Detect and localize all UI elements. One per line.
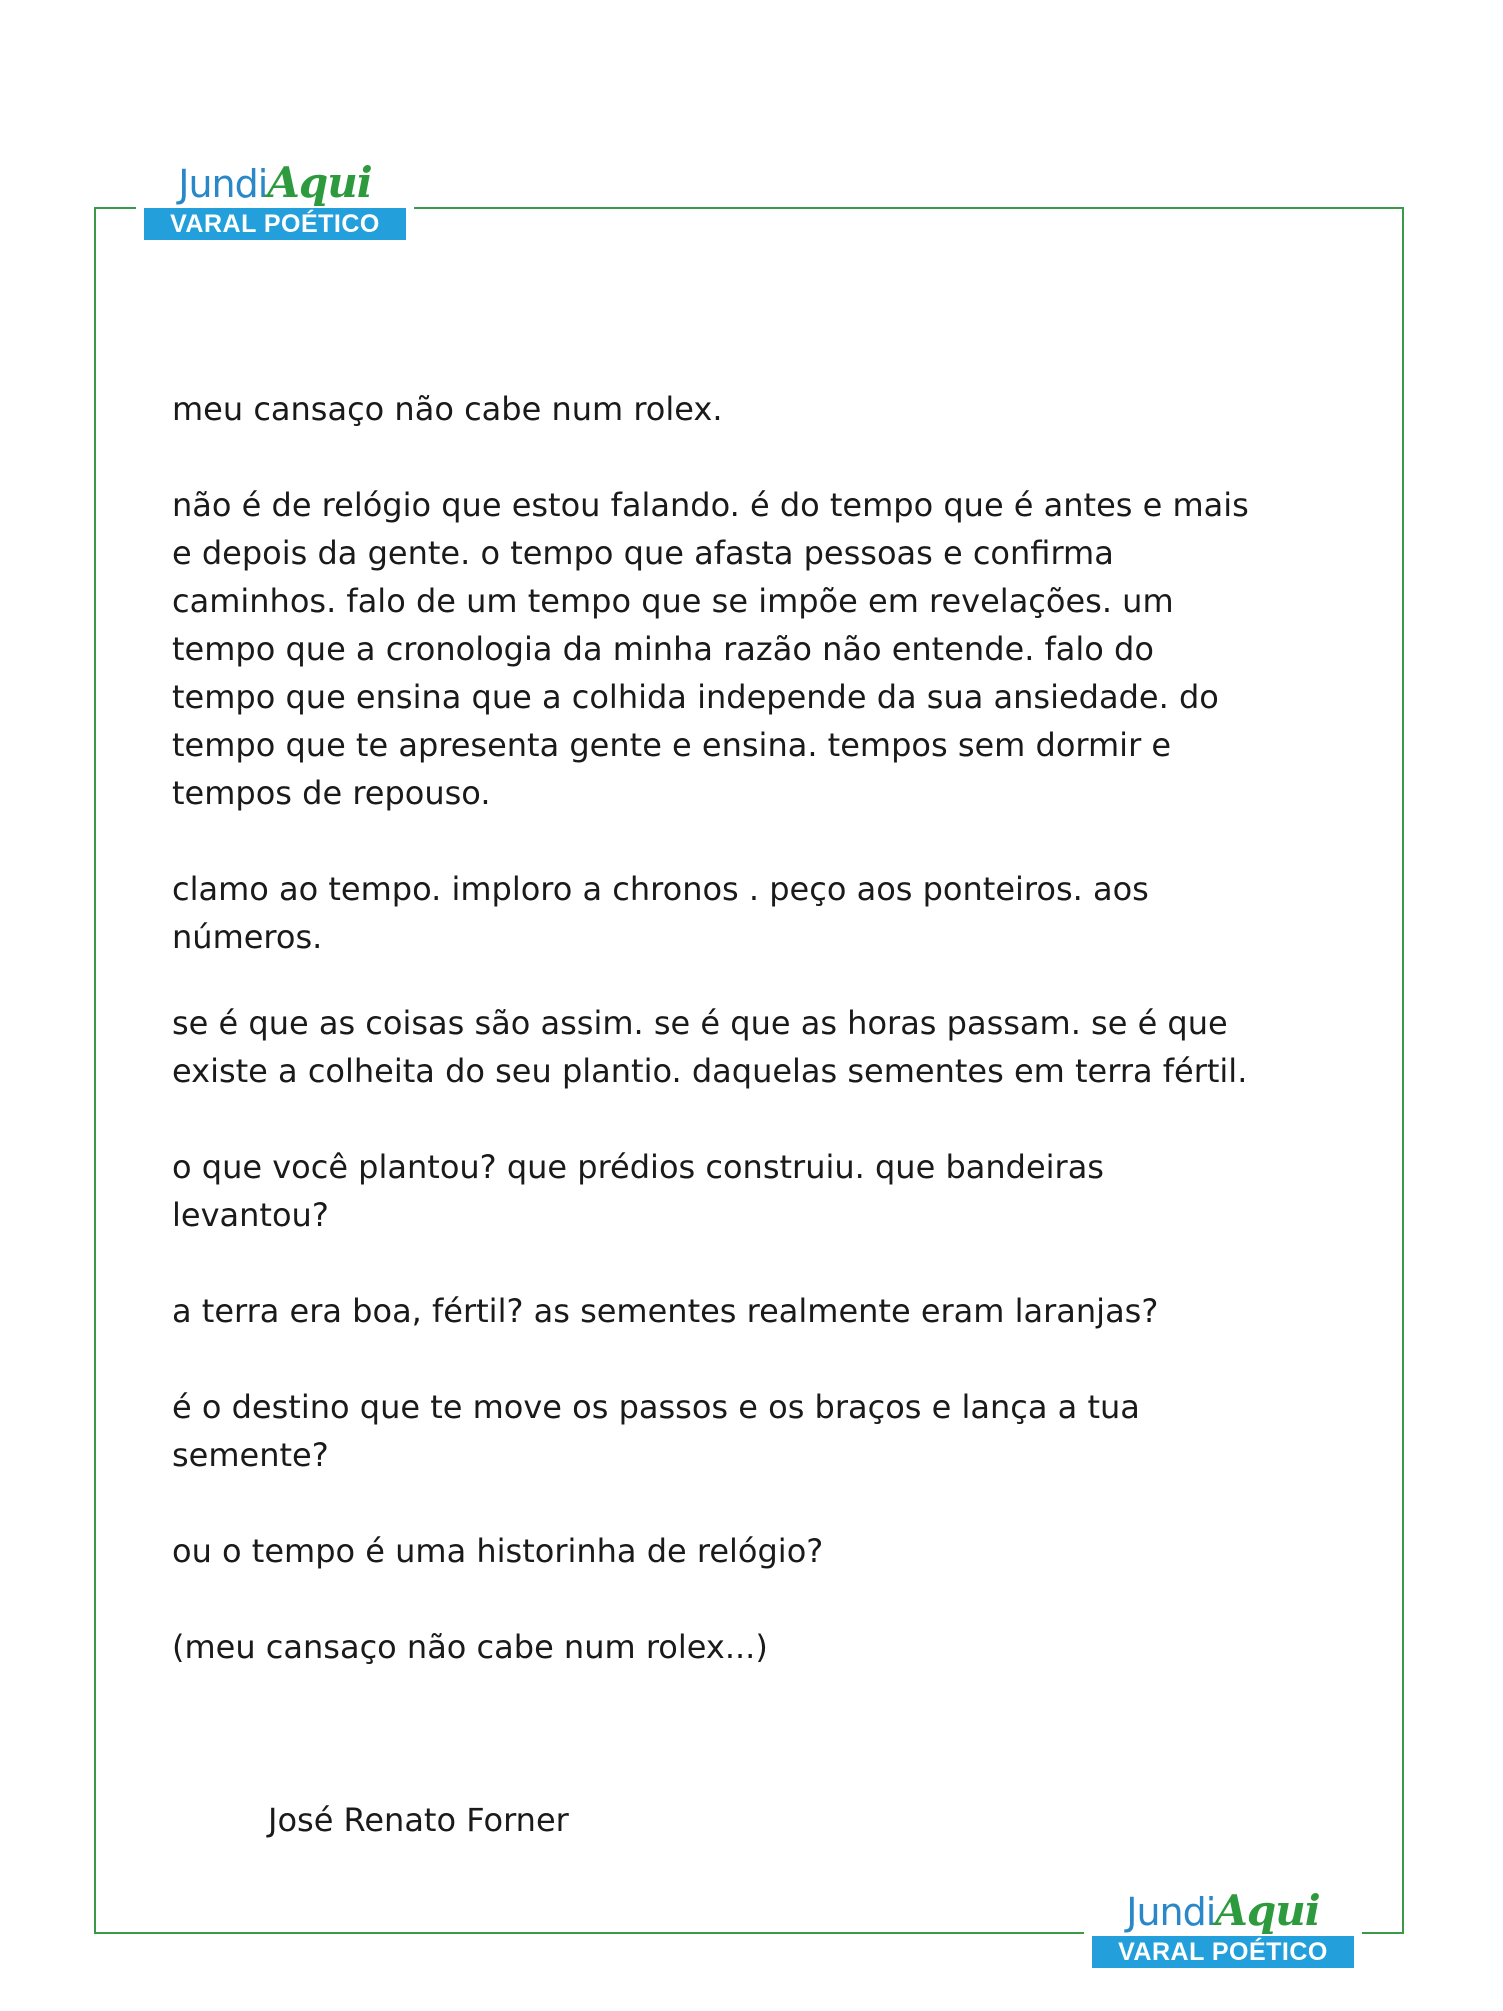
poem-stanza: ou o tempo é uma historinha de relógio? (172, 1532, 824, 1570)
poem-body (172, 385, 1272, 1719)
logo-jundi-text: Jundi (1126, 1890, 1216, 1934)
poem-stanza: (meu cansaço não cabe num rolex...) (172, 1628, 768, 1666)
logo-subtitle: VARAL POÉTICO (1092, 1936, 1354, 1968)
poem-stanza: clamo ao tempo. imploro a chronos . peço aos ponteiros. aos números. (172, 870, 1149, 956)
poem-stanza: não é de relógio que estou falando. é do tempo que é antes e mais e depois da gente. o tempo que afasta pessoas e confirma caminhos. falo de um tempo que se impõe em revelações. um tempo que a cronologia da minha razão não entende. falo do tempo que ensina que a colhida independe da sua ansiedade. do tempo que te apresenta gente e ensina. tempos sem dormir e tempos de repouso. (172, 486, 1249, 812)
logo-jundi-text: Jundi (178, 162, 268, 206)
logo-aqui-text: Aqui (1215, 1886, 1320, 1935)
logo-bottom (1084, 1886, 1362, 1968)
logo-wordmark (1092, 1886, 1354, 1936)
poem-stanza: meu cansaço não cabe num rolex. (172, 390, 723, 428)
logo-wordmark (144, 158, 406, 208)
poem-stanza: é o destino que te move os passos e os braços e lança a tua semente? (172, 1388, 1140, 1474)
logo-subtitle: VARAL POÉTICO (144, 208, 406, 240)
poem-author: José Renato Forner (268, 1801, 569, 1839)
poem-stanza: se é que as coisas são assim. se é que as horas passam. se é que existe a colheita do seu plantio. daquelas sementes em terra fértil. (172, 1004, 1248, 1090)
poem-stanza: o que você plantou? que prédios construiu. que bandeiras levantou? (172, 1148, 1104, 1234)
logo-top (136, 158, 414, 240)
poem-stanza: a terra era boa, fértil? as sementes realmente eram laranjas? (172, 1292, 1159, 1330)
logo-aqui-text: Aqui (267, 158, 372, 207)
